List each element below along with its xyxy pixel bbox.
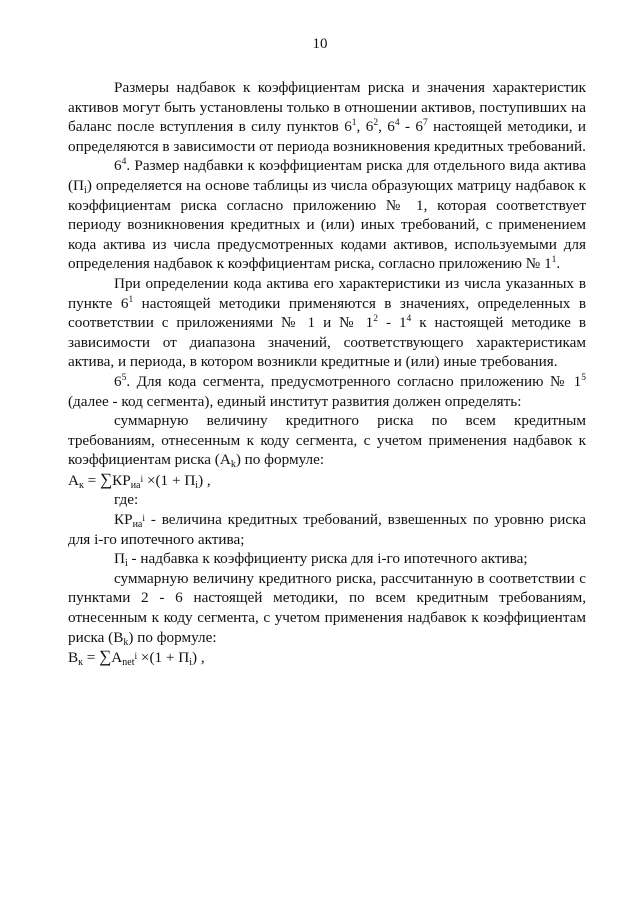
sub bbox=[122, 652, 138, 669]
sub: i bbox=[84, 184, 87, 196]
text: суммарную величину кредитного риска, рассчитанную в соответствии с пунктами 2 - 6 настоящей методики, по всем кредитным требованиям, отнесенным к коду сегмента, с учетом применения надбавок к коэффициентам риска (B bbox=[68, 569, 586, 646]
formula-term: КР bbox=[112, 471, 131, 489]
sub: i bbox=[189, 657, 193, 669]
text: КР bbox=[114, 511, 133, 529]
sub: k bbox=[230, 459, 236, 471]
sup: 5 bbox=[581, 372, 586, 383]
text: , 6 bbox=[378, 118, 395, 136]
sub-text: иа bbox=[130, 479, 141, 491]
paragraph-asset-code bbox=[68, 274, 586, 372]
sup: 4 bbox=[394, 118, 400, 129]
sup: i bbox=[140, 474, 144, 485]
formula-lhs: В bbox=[68, 649, 79, 667]
paragraph-6-4 bbox=[68, 156, 586, 274]
text: - 6 bbox=[399, 118, 424, 136]
clause-number: 6 bbox=[114, 157, 122, 175]
sup: 1 bbox=[551, 255, 557, 266]
text: суммарную величину кредитного риска по всем кредитным требованиям, отнесенным к коду сегмента, с учетом применения надбавок к коэффициентам риска (A bbox=[68, 412, 586, 469]
paragraph-6-5 bbox=[68, 372, 586, 411]
text: к настоящей методике в зависимости от диапазона значений, соответствующего характеристикам актива, и периода, в котором возникли кредитные и (или) иные требования. bbox=[68, 314, 586, 371]
formula-term: ×(1 + П bbox=[137, 649, 190, 667]
text: настоящей методики, и определяются в зависимости от периода возникновения кредитных требований. bbox=[68, 118, 587, 155]
text: , 6 bbox=[356, 118, 374, 136]
sup: 4 bbox=[121, 157, 127, 168]
sup: 5 bbox=[121, 372, 127, 383]
text: . bbox=[556, 255, 561, 273]
equals-sign: = bbox=[83, 649, 100, 667]
definition-p bbox=[68, 549, 586, 569]
paragraph-bk bbox=[68, 569, 586, 647]
document-body bbox=[68, 78, 586, 668]
text: настоящей методики применяются в значениях, определенных в соответствии с приложениями № 1 и № 1 bbox=[68, 294, 586, 332]
sup: i bbox=[142, 514, 146, 525]
sup: 2 bbox=[373, 314, 379, 325]
sum-symbol: ∑ bbox=[100, 469, 113, 489]
sub-text: net bbox=[122, 657, 135, 669]
text: Размеры надбавок к коэффициентам риска и значения характеристик активов могут быть установлены только в отношении активов, поступивших на баланс после вступления в силу пунктов 6 bbox=[68, 79, 586, 136]
text: - 1 bbox=[378, 314, 407, 332]
sup: 1 bbox=[128, 294, 134, 305]
text: (далее - код сегмента), единый институт развития должен определять: bbox=[68, 392, 522, 410]
text: . Для кода сегмента, предусмотренного согласно приложению № 1 bbox=[126, 372, 582, 390]
sub: к bbox=[78, 479, 84, 491]
sup: 4 bbox=[406, 314, 412, 325]
where-label: где: bbox=[114, 491, 139, 509]
formula-term: ×(1 + П bbox=[143, 471, 196, 489]
formula-lhs: А bbox=[68, 471, 79, 489]
page-number: 10 bbox=[312, 36, 328, 52]
paragraph-1 bbox=[68, 78, 586, 156]
clause-number: 6 bbox=[114, 372, 122, 390]
paragraph-ak bbox=[68, 411, 586, 470]
sub: i bbox=[195, 479, 199, 491]
text: . Размер надбавки к коэффициентам риска для отдельного вида актива (П bbox=[68, 157, 586, 194]
sup: 2 bbox=[373, 118, 379, 129]
formula-ak bbox=[68, 470, 586, 491]
equals-sign: = bbox=[83, 471, 100, 489]
text: - величина кредитных требований, взвешенных по уровню риска для i-го ипотечного актива; bbox=[68, 511, 586, 548]
formula-term: А bbox=[111, 649, 123, 667]
sub bbox=[130, 474, 144, 491]
text: ) по формуле: bbox=[235, 451, 325, 469]
formula-bk bbox=[68, 647, 586, 668]
sub-text: иа bbox=[132, 519, 143, 531]
text: П bbox=[114, 550, 125, 568]
sub: k bbox=[123, 636, 129, 648]
sub: к bbox=[78, 657, 83, 669]
text: ) по формуле: bbox=[128, 628, 217, 646]
sum-symbol: ∑ bbox=[99, 647, 112, 667]
sup: i bbox=[134, 652, 138, 663]
text: - надбавка к коэффициенту риска для i-го ипотечного актива; bbox=[127, 550, 528, 568]
sub: i bbox=[124, 558, 128, 570]
formula-term: ) , bbox=[192, 649, 205, 667]
formula-term: ) , bbox=[198, 471, 211, 489]
text: При определении кода актива его характеристики из числа указанных в пункте 6 bbox=[68, 274, 586, 312]
definition-kr bbox=[68, 510, 586, 549]
text: ) определяется на основе таблицы из числа образующих матрицу надбавок к коэффициентам риска согласно приложению № 1, которая соответствует периоду возникновения кредитных и (или) иных требований, с применением кода актива из числа предусмотренных кодами активов, используемыми для определения надбавок к коэффициентам риска, согласно приложению № 1 bbox=[68, 176, 586, 273]
sub bbox=[132, 514, 146, 531]
sup: 1 bbox=[351, 118, 357, 129]
sup: 7 bbox=[423, 118, 428, 129]
